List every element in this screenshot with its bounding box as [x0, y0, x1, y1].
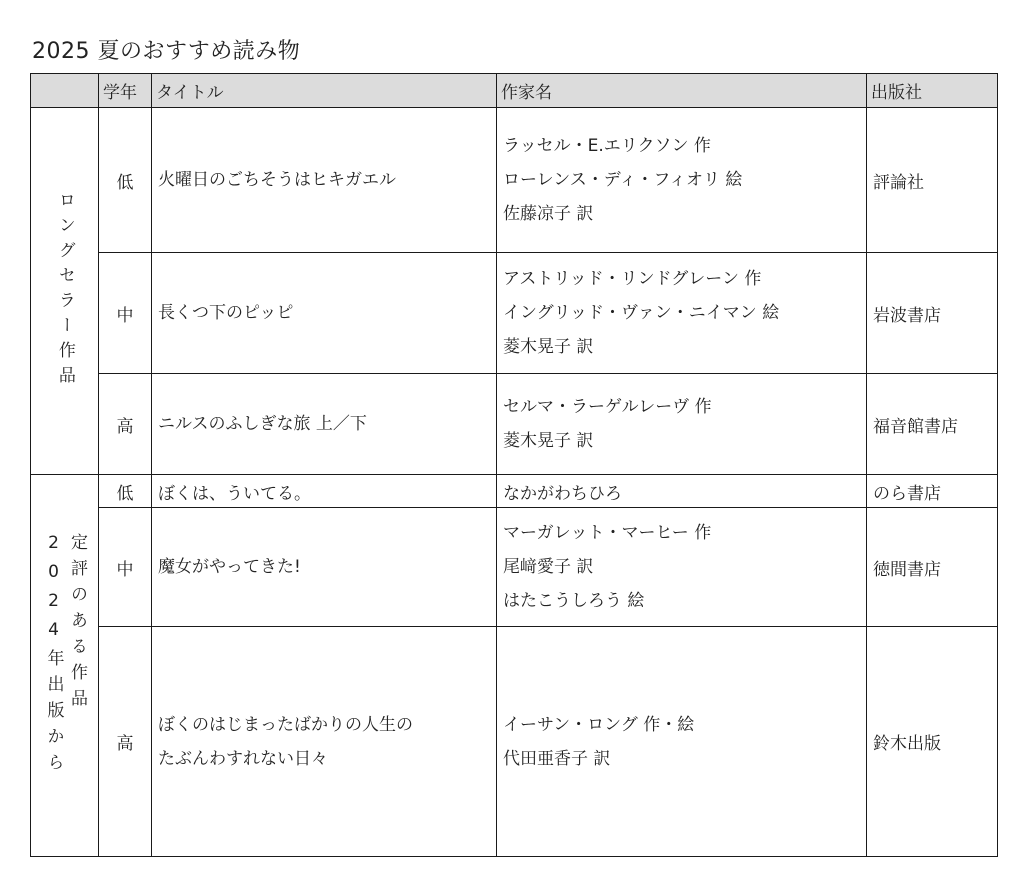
title-line: 火曜日のごちそうはヒキガエル	[158, 170, 396, 190]
table-row	[31, 627, 998, 857]
author-line: ラッセル・E.エリクソン 作	[503, 136, 711, 156]
header-publisher: 出版社	[867, 74, 998, 108]
header-category	[31, 74, 99, 108]
publisher-cell: のら書店	[867, 475, 998, 508]
author-cell: なかがわちひろ	[497, 475, 867, 508]
publisher-cell: 岩波書店	[867, 253, 998, 374]
publisher-cell: 鈴木出版	[867, 627, 998, 857]
author-line: イングリッド・ヴァン・ニイマン 絵	[503, 303, 780, 323]
title-cell	[152, 374, 497, 475]
grade-cell: 中	[99, 253, 152, 374]
author-line: はたこうしろう 絵	[503, 591, 645, 611]
table-row	[31, 508, 998, 627]
title-line: 魔女がやってきた!	[158, 557, 301, 577]
title-line: ニルスのふしぎな旅 上／下	[158, 414, 367, 434]
author-cell	[497, 508, 867, 627]
author-line: マーガレット・マーヒー 作	[503, 523, 712, 543]
grade-cell: 低	[99, 108, 152, 253]
author-line: 代田亜香子 訳	[503, 748, 611, 769]
header-grade: 学年	[99, 74, 152, 108]
title-line: ぼくのはじまったばかりの人生の	[158, 714, 413, 735]
author-cell	[497, 108, 867, 253]
publisher-cell: 徳間書店	[867, 508, 998, 627]
title-line: 長くつ下のピッピ	[158, 303, 294, 323]
header-title: タイトル	[152, 74, 497, 108]
author-line: 菱木晃子 訳	[503, 337, 594, 357]
page-title: 2025 夏のおすすめ読み物	[32, 39, 301, 64]
author-line: セルマ・ラーゲルレーヴ 作	[503, 397, 712, 417]
author-line: ローレンス・ディ・フィオリ 絵	[503, 170, 743, 190]
title-line: たぶんわすれない日々	[158, 748, 328, 769]
table-row	[31, 108, 998, 253]
author-line: 菱木晃子 訳	[503, 431, 594, 451]
header-author: 作家名	[497, 74, 867, 108]
author-line: 尾﨑愛子 訳	[503, 557, 594, 577]
table-row	[31, 253, 998, 374]
grade-cell: 高	[99, 374, 152, 475]
table-row	[31, 475, 998, 508]
publisher-cell: 評論社	[867, 108, 998, 253]
author-line: イーサン・ロング 作・絵	[503, 714, 695, 735]
author-cell	[497, 374, 867, 475]
title-cell	[152, 627, 497, 857]
header-row	[31, 74, 998, 108]
category-long-seller: ロングセラー作品	[31, 108, 99, 475]
publisher-cell: 福音館書店	[867, 374, 998, 475]
category-label-acclaimed: 定評のある作品	[67, 532, 88, 715]
author-line: アストリッド・リンドグレーン 作	[503, 269, 762, 289]
title-cell	[152, 508, 497, 627]
title-cell	[152, 108, 497, 253]
category-label-2024: 2024年出版から	[43, 532, 64, 779]
category-acclaimed-2024	[31, 475, 99, 857]
grade-cell: 低	[99, 475, 152, 508]
author-cell	[497, 253, 867, 374]
author-line: 佐藤凉子 訳	[503, 204, 594, 224]
grade-cell: 高	[99, 627, 152, 857]
book-list-table	[30, 73, 998, 857]
author-cell	[497, 627, 867, 857]
title-cell	[152, 253, 497, 374]
grade-cell: 中	[99, 508, 152, 627]
title-cell: ぼくは、ういてる。	[152, 475, 497, 508]
table-row	[31, 374, 998, 475]
